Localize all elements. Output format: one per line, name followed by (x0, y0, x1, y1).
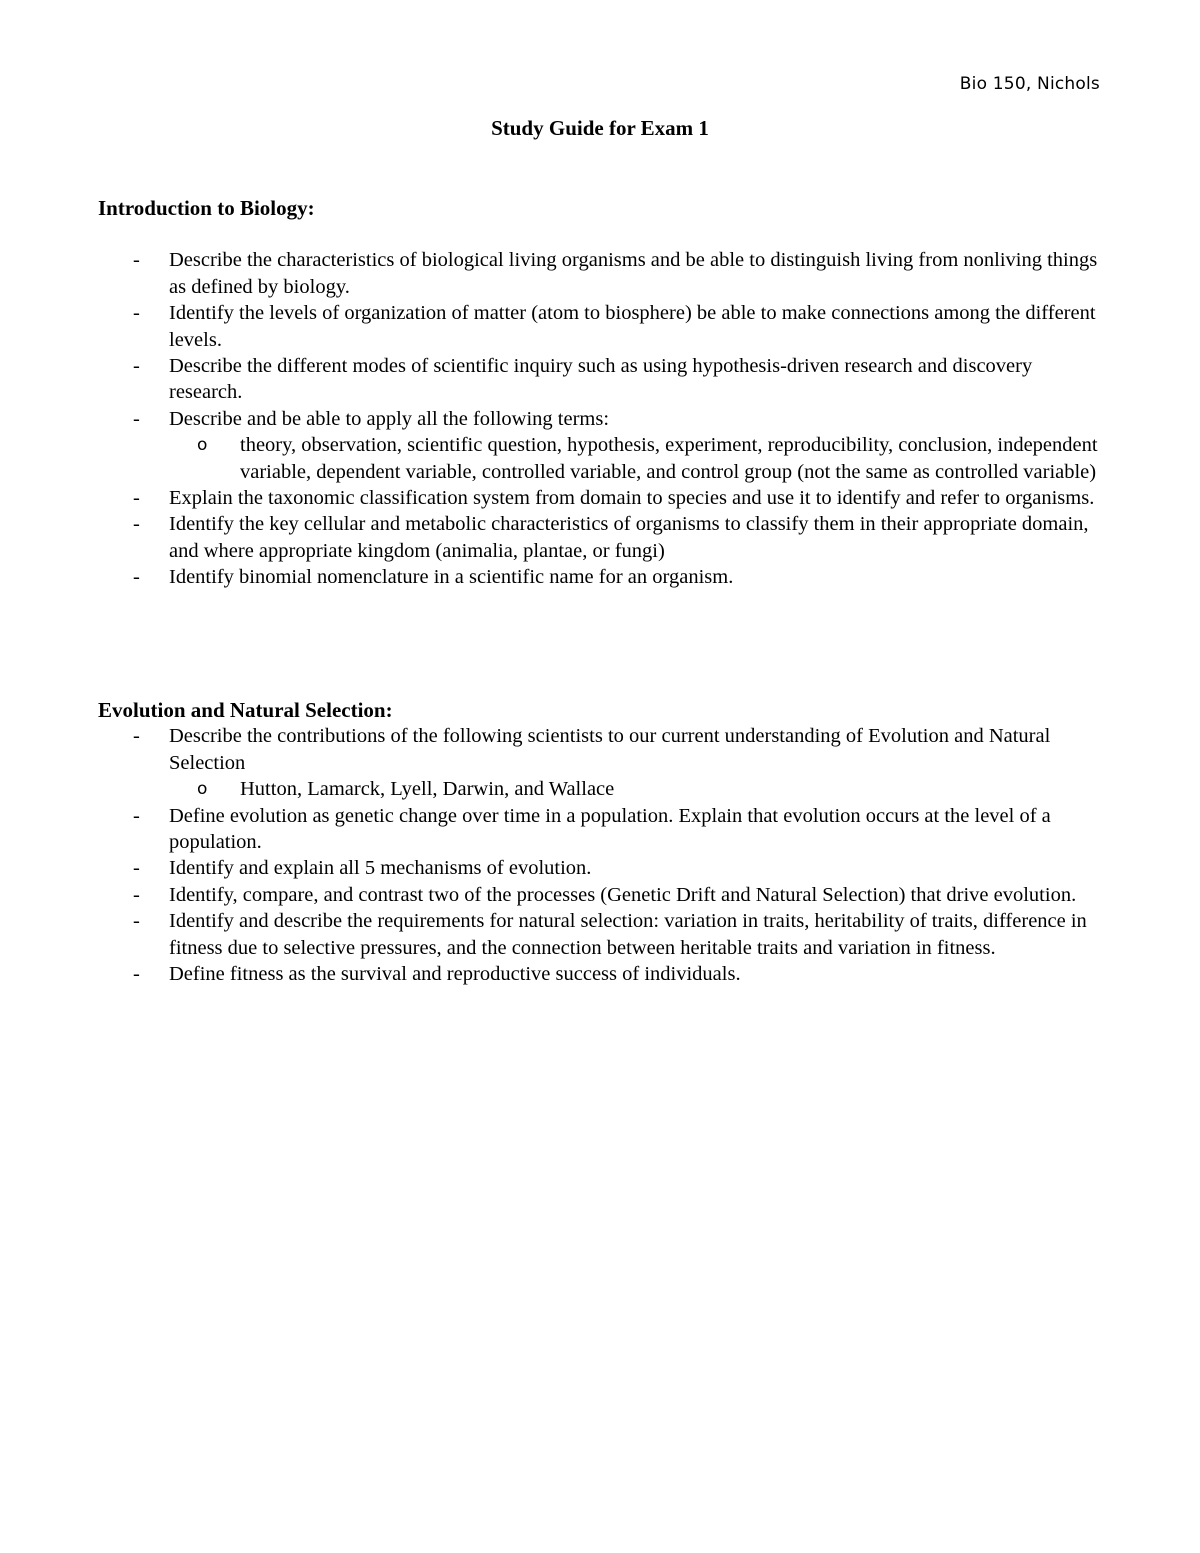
list-item (98, 882, 1108, 908)
list-item (98, 803, 1108, 856)
list-item (98, 723, 1108, 802)
sub-list-item (169, 776, 1108, 802)
sub-list-item-text: theory, observation, scientific question, hypothesis, experiment, reproducibility, conclusion, independent variable, dependent variable, controlled variable, and control group (not the same as controlled variable) (240, 434, 1098, 483)
dash-bullet-icon: - (133, 249, 140, 272)
bullet-list (98, 247, 1108, 590)
list-item (98, 564, 1108, 590)
sub-list-item-text: Hutton, Lamarck, Lyell, Darwin, and Wallace (240, 778, 615, 801)
course-header: Bio 150, Nichols (959, 74, 1100, 94)
bullet-list (98, 723, 1108, 987)
list-item (98, 247, 1108, 300)
section-heading: Introduction to Biology: (98, 196, 315, 220)
list-item (98, 855, 1108, 881)
dash-bullet-icon: - (133, 883, 140, 906)
list-item-text: Identify the levels of organization of matter (atom to biosphere) be able to make connections among the different levels. (169, 302, 1096, 351)
dash-bullet-icon: - (133, 910, 140, 933)
circle-bullet-icon: o (197, 435, 208, 456)
sub-list-item (169, 432, 1108, 485)
list-item (98, 353, 1108, 406)
list-item-text: Identify, compare, and contrast two of the processes (Genetic Drift and Natural Selection) that drive evolution. (169, 883, 1077, 906)
list-item-text: Describe the different modes of scientific inquiry such as using hypothesis-driven research and discovery research. (169, 355, 1033, 404)
list-item (98, 485, 1108, 511)
list-item (98, 300, 1108, 353)
dash-bullet-icon: - (133, 566, 140, 589)
dash-bullet-icon: - (133, 857, 140, 880)
list-item (98, 406, 1108, 485)
list-item-text: Explain the taxonomic classification system from domain to species and use it to identify and refer to organisms. (169, 487, 1095, 510)
list-item-text: Define fitness as the survival and reproductive success of individuals. (169, 963, 741, 986)
document-title: Study Guide for Exam 1 (491, 116, 709, 140)
dash-bullet-icon: - (133, 513, 140, 536)
sub-bullet-list (169, 776, 1108, 802)
dash-bullet-icon: - (133, 355, 140, 378)
list-item-text: Describe the characteristics of biological living organisms and be able to distinguish living from nonliving things as defined by biology. (169, 249, 1098, 298)
list-item-text: Describe the contributions of the following scientists to our current understanding of Evolution and Natural Selection (169, 725, 1051, 774)
section-evolution (98, 697, 1108, 987)
section-intro-biology (98, 195, 1108, 591)
list-item-text: Describe and be able to apply all the following terms: (169, 407, 610, 430)
dash-bullet-icon: - (133, 487, 140, 510)
dash-bullet-icon: - (133, 407, 140, 430)
circle-bullet-icon: o (197, 779, 208, 800)
sub-bullet-list (169, 432, 1108, 485)
dash-bullet-icon: - (133, 725, 140, 748)
dash-bullet-icon: - (133, 302, 140, 325)
list-item-text: Identify and describe the requirements for natural selection: variation in traits, heritability of traits, difference in fitness due to selective pressures, and the connection between heritable traits and variation in fitness. (169, 910, 1087, 959)
list-item (98, 961, 1108, 987)
list-item-text: Identify the key cellular and metabolic characteristics of organisms to classify them in their appropriate domain, and where appropriate kingdom (animalia, plantae, or fungi) (169, 513, 1089, 562)
list-item-text: Identify binomial nomenclature in a scientific name for an organism. (169, 566, 734, 589)
dash-bullet-icon: - (133, 963, 140, 986)
section-heading: Evolution and Natural Selection: (98, 698, 393, 722)
dash-bullet-icon: - (133, 804, 140, 827)
list-item (98, 908, 1108, 961)
list-item (98, 511, 1108, 564)
list-item-text: Identify and explain all 5 mechanisms of evolution. (169, 857, 592, 880)
list-item-text: Define evolution as genetic change over time in a population. Explain that evolution occurs at the level of a population. (169, 804, 1051, 854)
